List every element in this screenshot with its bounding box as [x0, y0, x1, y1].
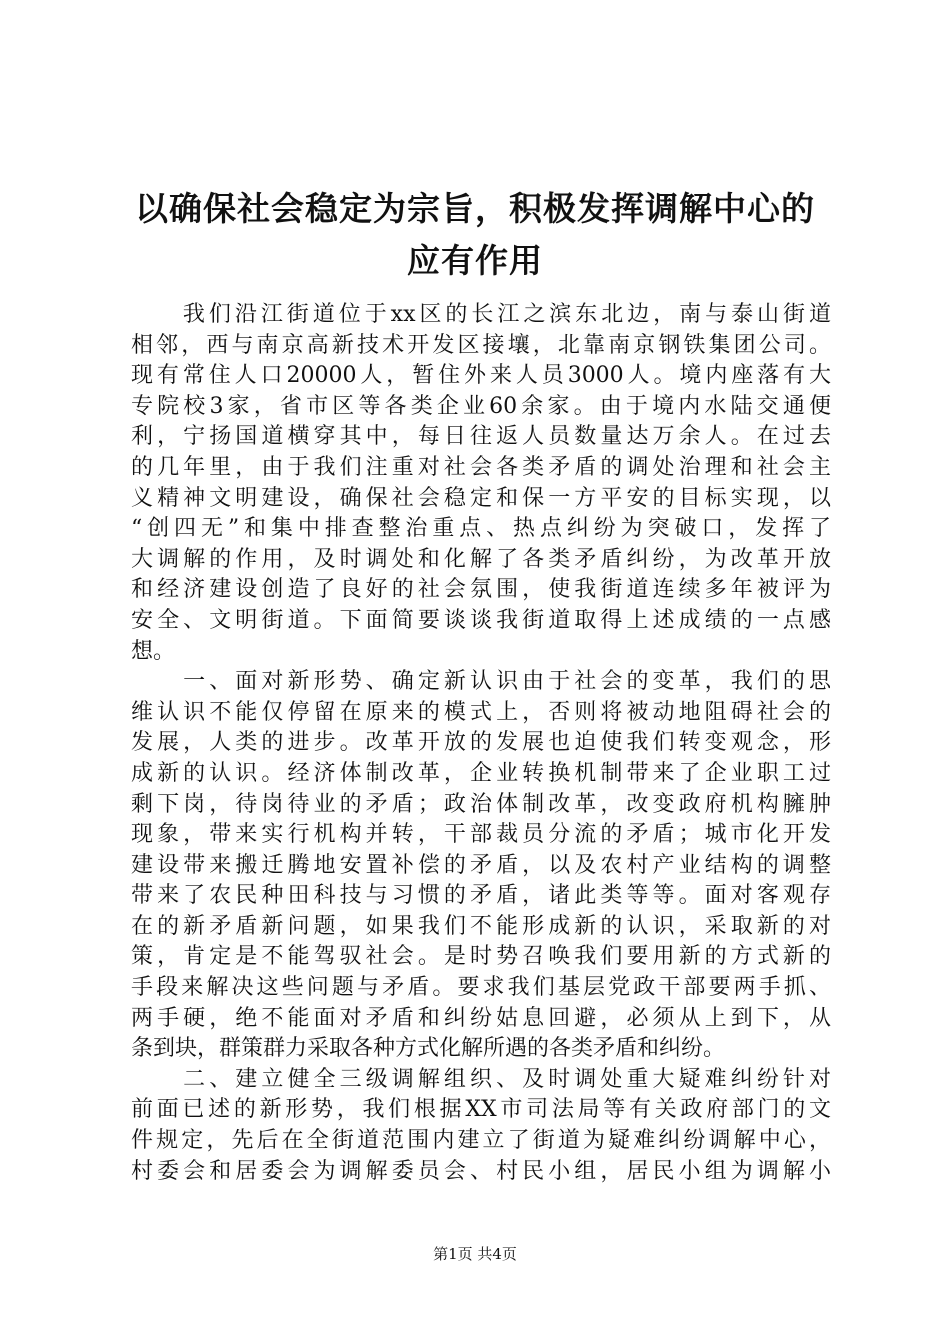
page-footer: 第1页 共4页 — [433, 1245, 517, 1263]
body-text-line: 维认识不能仅停留在原来的模式上，否则将被动地阻碍社会的 — [131, 699, 831, 725]
body-text-line: 策，肯定是不能驾驭社会。是时势召唤我们要用新的方式新的 — [131, 944, 831, 970]
document-title-line-2: 应有作用 — [407, 241, 543, 280]
body-text-line: 二、建立健全三级调解组织、及时调处重大疑难纠纷针对 — [131, 1066, 831, 1092]
body-text-line: 想。 — [131, 638, 176, 664]
body-text-line: 现象，带来实行机构并转，干部裁员分流的矛盾；城市化开发 — [131, 822, 831, 848]
body-text-line: 的几年里，由于我们注重对社会各类矛盾的调处治理和社会主 — [131, 454, 831, 480]
body-text-line: 两手硬，绝不能面对矛盾和纠纷姑息回避，必须从上到下，从 — [131, 1005, 831, 1031]
body-text-line: 在的新矛盾新问题，如果我们不能形成新的认识，采取新的对 — [131, 913, 831, 939]
document-body — [131, 300, 831, 1187]
body-text-line: 前面已述的新形势，我们根据XX市司法局等有关政府部门的文 — [131, 1097, 831, 1123]
body-text-line: 件规定，先后在全街道范围内建立了街道为疑难纠纷调解中心， — [131, 1128, 831, 1154]
body-text-line: 村委会和居委会为调解委员会、村民小组，居民小组为调解小 — [131, 1158, 831, 1184]
body-text-line: 现有常住人口20000人，暂住外来人员3000人。境内座落有大 — [131, 363, 831, 389]
body-text-line: 相邻，西与南京高新技术开发区接壤，北靠南京钢铁集团公司。 — [131, 332, 831, 358]
body-text-line: 建设带来搬迁腾地安置补偿的矛盾，以及农村产业结构的调整 — [131, 852, 831, 878]
body-text-line: 剩下岗，待岗待业的矛盾；政治体制改革，改变政府机构臃肿 — [131, 791, 831, 817]
body-text-line: 和经济建设创造了良好的社会氛围，使我街道连续多年被评为 — [131, 577, 831, 603]
body-text-line: 条到块，群策群力采取各种方式化解所遇的各类矛盾和纠纷。 — [131, 1036, 726, 1062]
body-text-line: 带来了农民种田科技与习惯的矛盾，诸此类等等。面对客观存 — [131, 883, 831, 909]
document-title-line-1: 以确保社会稳定为宗旨，积极发挥调解中心的 — [135, 189, 815, 228]
body-text-line: 手段来解决这些问题与矛盾。要求我们基层党政干部要两手抓、 — [131, 975, 831, 1001]
body-text-line: “创四无”和集中排查整治重点、热点纠纷为突破口，发挥了 — [131, 516, 831, 542]
body-text-line: 一、面对新形势、确定新认识由于社会的变革，我们的思 — [131, 669, 831, 695]
body-text-line: 安全、文明街道。下面简要谈谈我街道取得上述成绩的一点感 — [131, 607, 831, 633]
body-text-line: 义精神文明建设，确保社会稳定和保一方平安的目标实现，以 — [131, 485, 831, 511]
body-text-line: 专院校3家，省市区等各类企业60余家。由于境内水陆交通便 — [131, 393, 831, 419]
body-text-line: 成新的认识。经济体制改革，企业转换机制带来了企业职工过 — [131, 760, 831, 786]
body-text-line: 利，宁扬国道横穿其中，每日往返人员数量达万余人。在过去 — [131, 424, 831, 450]
body-text-line: 我们沿江街道位于xx区的长江之滨东北边，南与泰山街道 — [131, 302, 831, 327]
body-text-line: 发展，人类的进步。改革开放的发展也迫使我们转变观念，形 — [131, 730, 831, 756]
body-text-line: 大调解的作用，及时调处和化解了各类矛盾纠纷，为改革开放 — [131, 546, 831, 572]
